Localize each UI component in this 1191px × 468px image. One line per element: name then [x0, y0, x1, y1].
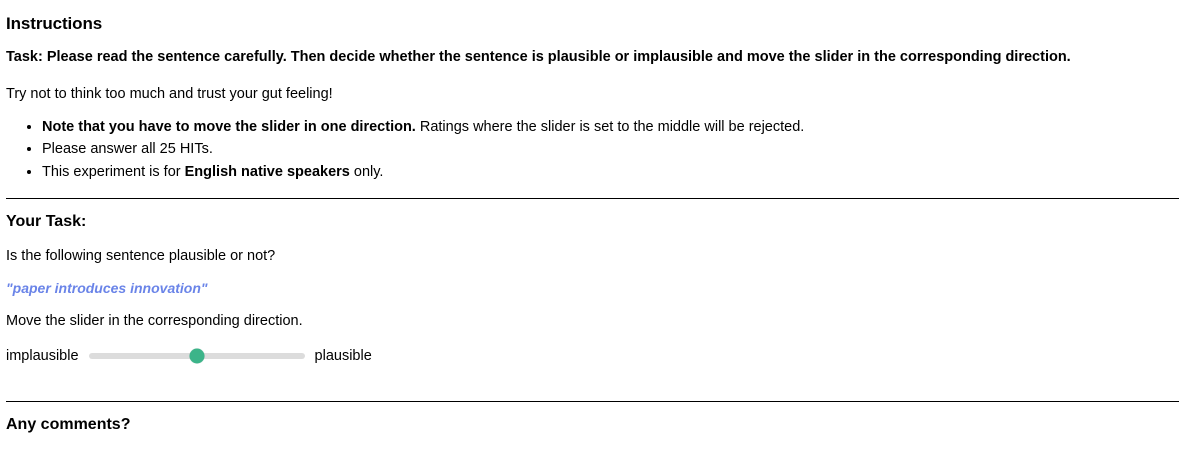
note-bold-0: Note that you have to move the slider in one direction.: [42, 118, 416, 135]
gut-feeling-text: Try not to think too much and trust your gut feeling!: [6, 85, 333, 102]
slider-left-label: implausible: [6, 348, 79, 365]
divider-bottom: [6, 401, 1179, 402]
move-slider-instruction: Move the slider in the corresponding direction.: [6, 313, 303, 330]
slider-right-label: plausible: [314, 348, 372, 365]
task-question: Is the following sentence plausible or not?: [6, 248, 276, 265]
note-bold-2: English native speakers: [184, 163, 350, 180]
plausibility-slider-row: [6, 347, 1179, 365]
task-description: Task: Please read the sentence carefully. Then decide whether the sentence is plausible or implausible and move the slider in the corresponding direction.: [6, 49, 1071, 65]
divider-top: [6, 198, 1179, 199]
page-title: Instructions: [6, 14, 103, 33]
note-prefix-2: This experiment is for: [42, 163, 185, 180]
list-item: [42, 163, 1179, 183]
comments-heading: Any comments?: [6, 416, 131, 434]
note-rest-1: Please answer all 25 HITs.: [42, 141, 213, 158]
list-item: [42, 118, 1179, 138]
note-rest-0: Ratings where the slider is set to the middle will be rejected.: [415, 118, 805, 135]
instruction-notes: [6, 118, 1179, 183]
your-task-heading: Your Task:: [6, 213, 87, 231]
plausibility-slider[interactable]: [89, 347, 305, 365]
note-rest-2: only.: [349, 163, 384, 180]
slider-thumb[interactable]: [189, 349, 204, 364]
list-item: [42, 140, 1179, 160]
target-sentence: "paper introduces innovation": [6, 280, 208, 297]
